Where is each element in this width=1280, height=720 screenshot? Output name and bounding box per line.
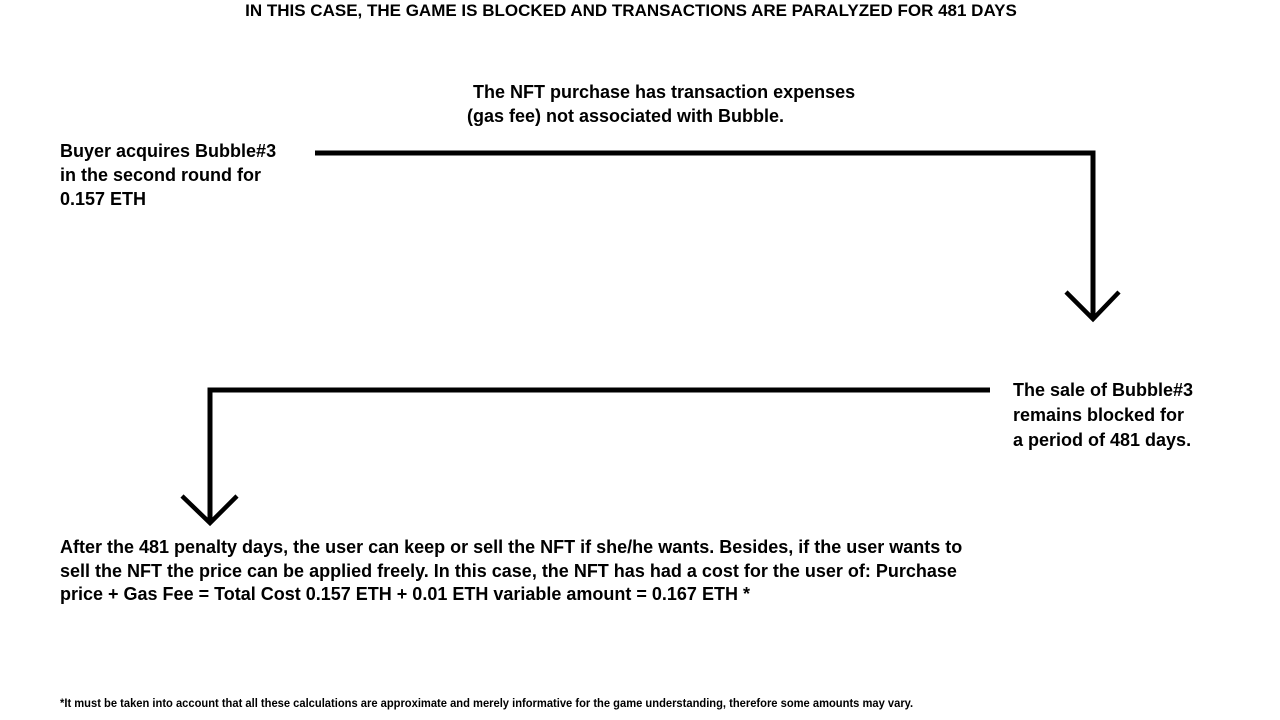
step-text-line: After the 481 penalty days, the user can keep or sell the NFT if she/he wants. Besides, if the user wants to — [60, 537, 963, 557]
arrow-line — [210, 390, 990, 522]
step-text-line: price + Gas Fee = Total Cost 0.157 ETH + 0.01 ETH variable amount = 0.167 ETH * — [60, 584, 750, 604]
step-text-line: a period of 481 days. — [1013, 430, 1192, 450]
arrow-line — [315, 153, 1093, 318]
step-text-line: in the second round for — [60, 165, 261, 185]
step-text-line: sell the NFT the price can be applied freely. In this case, the NFT has had a cost for the user of: Purchase — [60, 560, 957, 581]
gas-fee-note-line: (gas fee) not associated with Bubble. — [467, 106, 785, 126]
footnote: *It must be taken into account that all these calculations are approximate and merely informative for the game understanding, therefore some amounts may vary. — [60, 696, 914, 710]
step-text-line: 0.157 ETH — [60, 189, 147, 209]
page-title: IN THIS CASE, THE GAME IS BLOCKED AND TRANSACTIONS ARE PARALYZED FOR 481 DAYS — [245, 1, 1017, 20]
arrow-step2-to-step3 — [182, 390, 990, 523]
step-text-line: remains blocked for — [1013, 405, 1185, 425]
step-text-line: Buyer acquires Bubble#3 — [60, 141, 277, 161]
arrow-step1-to-step2 — [315, 153, 1119, 319]
gas-fee-note-line: The NFT purchase has transaction expenses — [473, 82, 856, 102]
step-text-line: The sale of Bubble#3 — [1013, 380, 1194, 400]
